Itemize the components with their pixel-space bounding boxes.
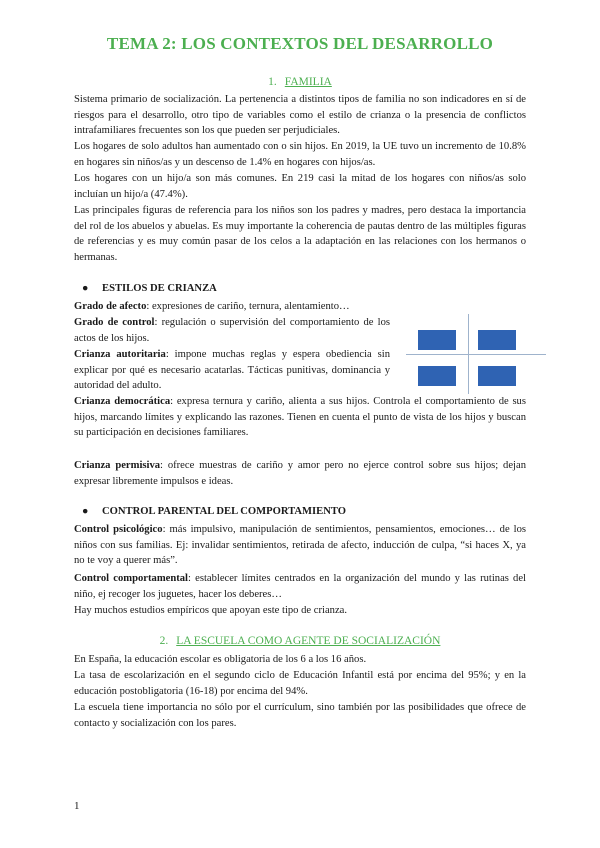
definition-item	[74, 571, 526, 602]
definition: : expresa ternura y cariño, alienta a sus hijos. Controla el comportamiento de sus hijos, marcando límites y explicando las razones. Tienen en cuenta el punto de vista de los hijos y buscan su participación en decisiones familiares.	[74, 396, 526, 439]
parenting-styles-diagram	[400, 306, 550, 398]
bullet-heading-control	[82, 506, 346, 517]
diagram-quadrant	[478, 366, 516, 386]
definition: : más impulsivo, manipulación de sentimientos, pensamientos, emociones… de los niños con sus familias. Ej: invalidar sentimientos, retirada de afecto, inducción de culpa, “si haces X, ya no te voy a querer más”.	[74, 524, 527, 567]
definition: : regulación o supervisión del comportamiento de los actos de los hijos.	[74, 317, 390, 344]
section-2-number: 2.	[159, 635, 169, 647]
paragraph: Los hogares de solo adultos han aumentado con o sin hijos. En 2019, la UE tuvo un incremento de 10.8% en hogares sin niños/as y un descenso de 1.4% en hogares con hijos/as.	[74, 141, 526, 168]
term: Grado de afecto	[74, 301, 147, 312]
definition-item	[74, 394, 526, 441]
term: Crianza autoritaria	[74, 349, 166, 360]
section-2-title: LA ESCUELA COMO AGENTE DE SOCIALIZACIÓN	[176, 635, 441, 647]
term: Control psicológico	[74, 524, 163, 535]
document-title: TEMA 2: LOS CONTEXTOS DEL DESARROLLO	[106, 34, 494, 53]
section-2-heading	[0, 635, 600, 647]
definition-item	[74, 347, 390, 394]
definition-item	[74, 522, 526, 569]
definition: : establecer límites centrados en la organización del mundo y las rutinas del niño, ej recoger los juguetes, hacer los deberes…	[74, 573, 526, 600]
section-1-heading	[0, 76, 600, 88]
term: Crianza democrática	[74, 396, 171, 407]
paragraph: La tasa de escolarización en el segundo ciclo de Educación Infantil está por encima del 95%; y en la educación postobligatoria (16-18) por encima del 94%.	[74, 670, 526, 697]
paragraph: Sistema primario de socialización. La pertenencia a distintos tipos de familia no son indicadores en sí de riesgos para el desarrollo, otro tipo de variables como el estilo de crianza o la presencia de conflictos intrafamiliares frecuentes son los que pueden ser perjudiciales.	[74, 94, 526, 137]
paragraph: Las principales figuras de referencia para los niños son los padres y madres, pero destaca la importancia del rol de los abuelos y abuelas. Es muy importante la coherencia de pautas dentro de las múltiples figuras de referencias y es muy común pasar de los celos a la adaptación en las relaciones con los hermanos o hermanas.	[74, 205, 526, 263]
paragraph: Los hogares con un hijo/a son más comunes. En 219 casi la mitad de los hogares con niños/as solo incluían un hijo/a (47.4%).	[74, 173, 526, 200]
bullet-heading-label: ESTILOS DE CRIANZA	[102, 283, 217, 294]
paragraph: La escuela tiene importancia no sólo por el currículum, sino también por las posibilidades que ofrece de contacto y socialización con los pares.	[74, 702, 526, 729]
definition-item	[74, 315, 390, 346]
diagram-horizontal-axis	[406, 354, 546, 355]
definition-item	[74, 458, 526, 489]
diagram-quadrant	[418, 366, 456, 386]
section-1-title: FAMILIA	[284, 76, 332, 88]
bullet-heading-label: CONTROL PARENTAL DEL COMPORTAMIENTO	[102, 506, 346, 517]
term: Control comportamental	[74, 573, 189, 584]
definition-item	[74, 299, 394, 315]
definition: : ofrece muestras de cariño y amor pero no ejerce control sobre sus hijos; dejan expresar libremente impulsos e ideas.	[74, 460, 526, 487]
section-1-number: 1.	[268, 76, 277, 88]
bullet-icon: ●	[82, 283, 89, 294]
diagram-quadrant	[418, 330, 456, 350]
diagram-quadrant	[478, 330, 516, 350]
bullet-icon: ●	[82, 506, 89, 517]
page-number: 1	[74, 800, 80, 812]
definition: : impone muchas reglas y espera obediencia sin explicar por qué es necesario acatarlas. Tácticas punitivas, dominancia y autoridad del adulto.	[74, 349, 391, 392]
term: Grado de control	[74, 317, 155, 328]
bullet-heading-estilos	[82, 283, 217, 294]
paragraph: En España, la educación escolar es obligatoria de los 6 a los 16 años.	[74, 654, 367, 665]
term: Crianza permisiva	[74, 460, 161, 471]
definition: : expresiones de cariño, ternura, alentamiento…	[146, 301, 350, 312]
paragraph: Hay muchos estudios empíricos que apoyan este tipo de crianza.	[74, 605, 348, 616]
